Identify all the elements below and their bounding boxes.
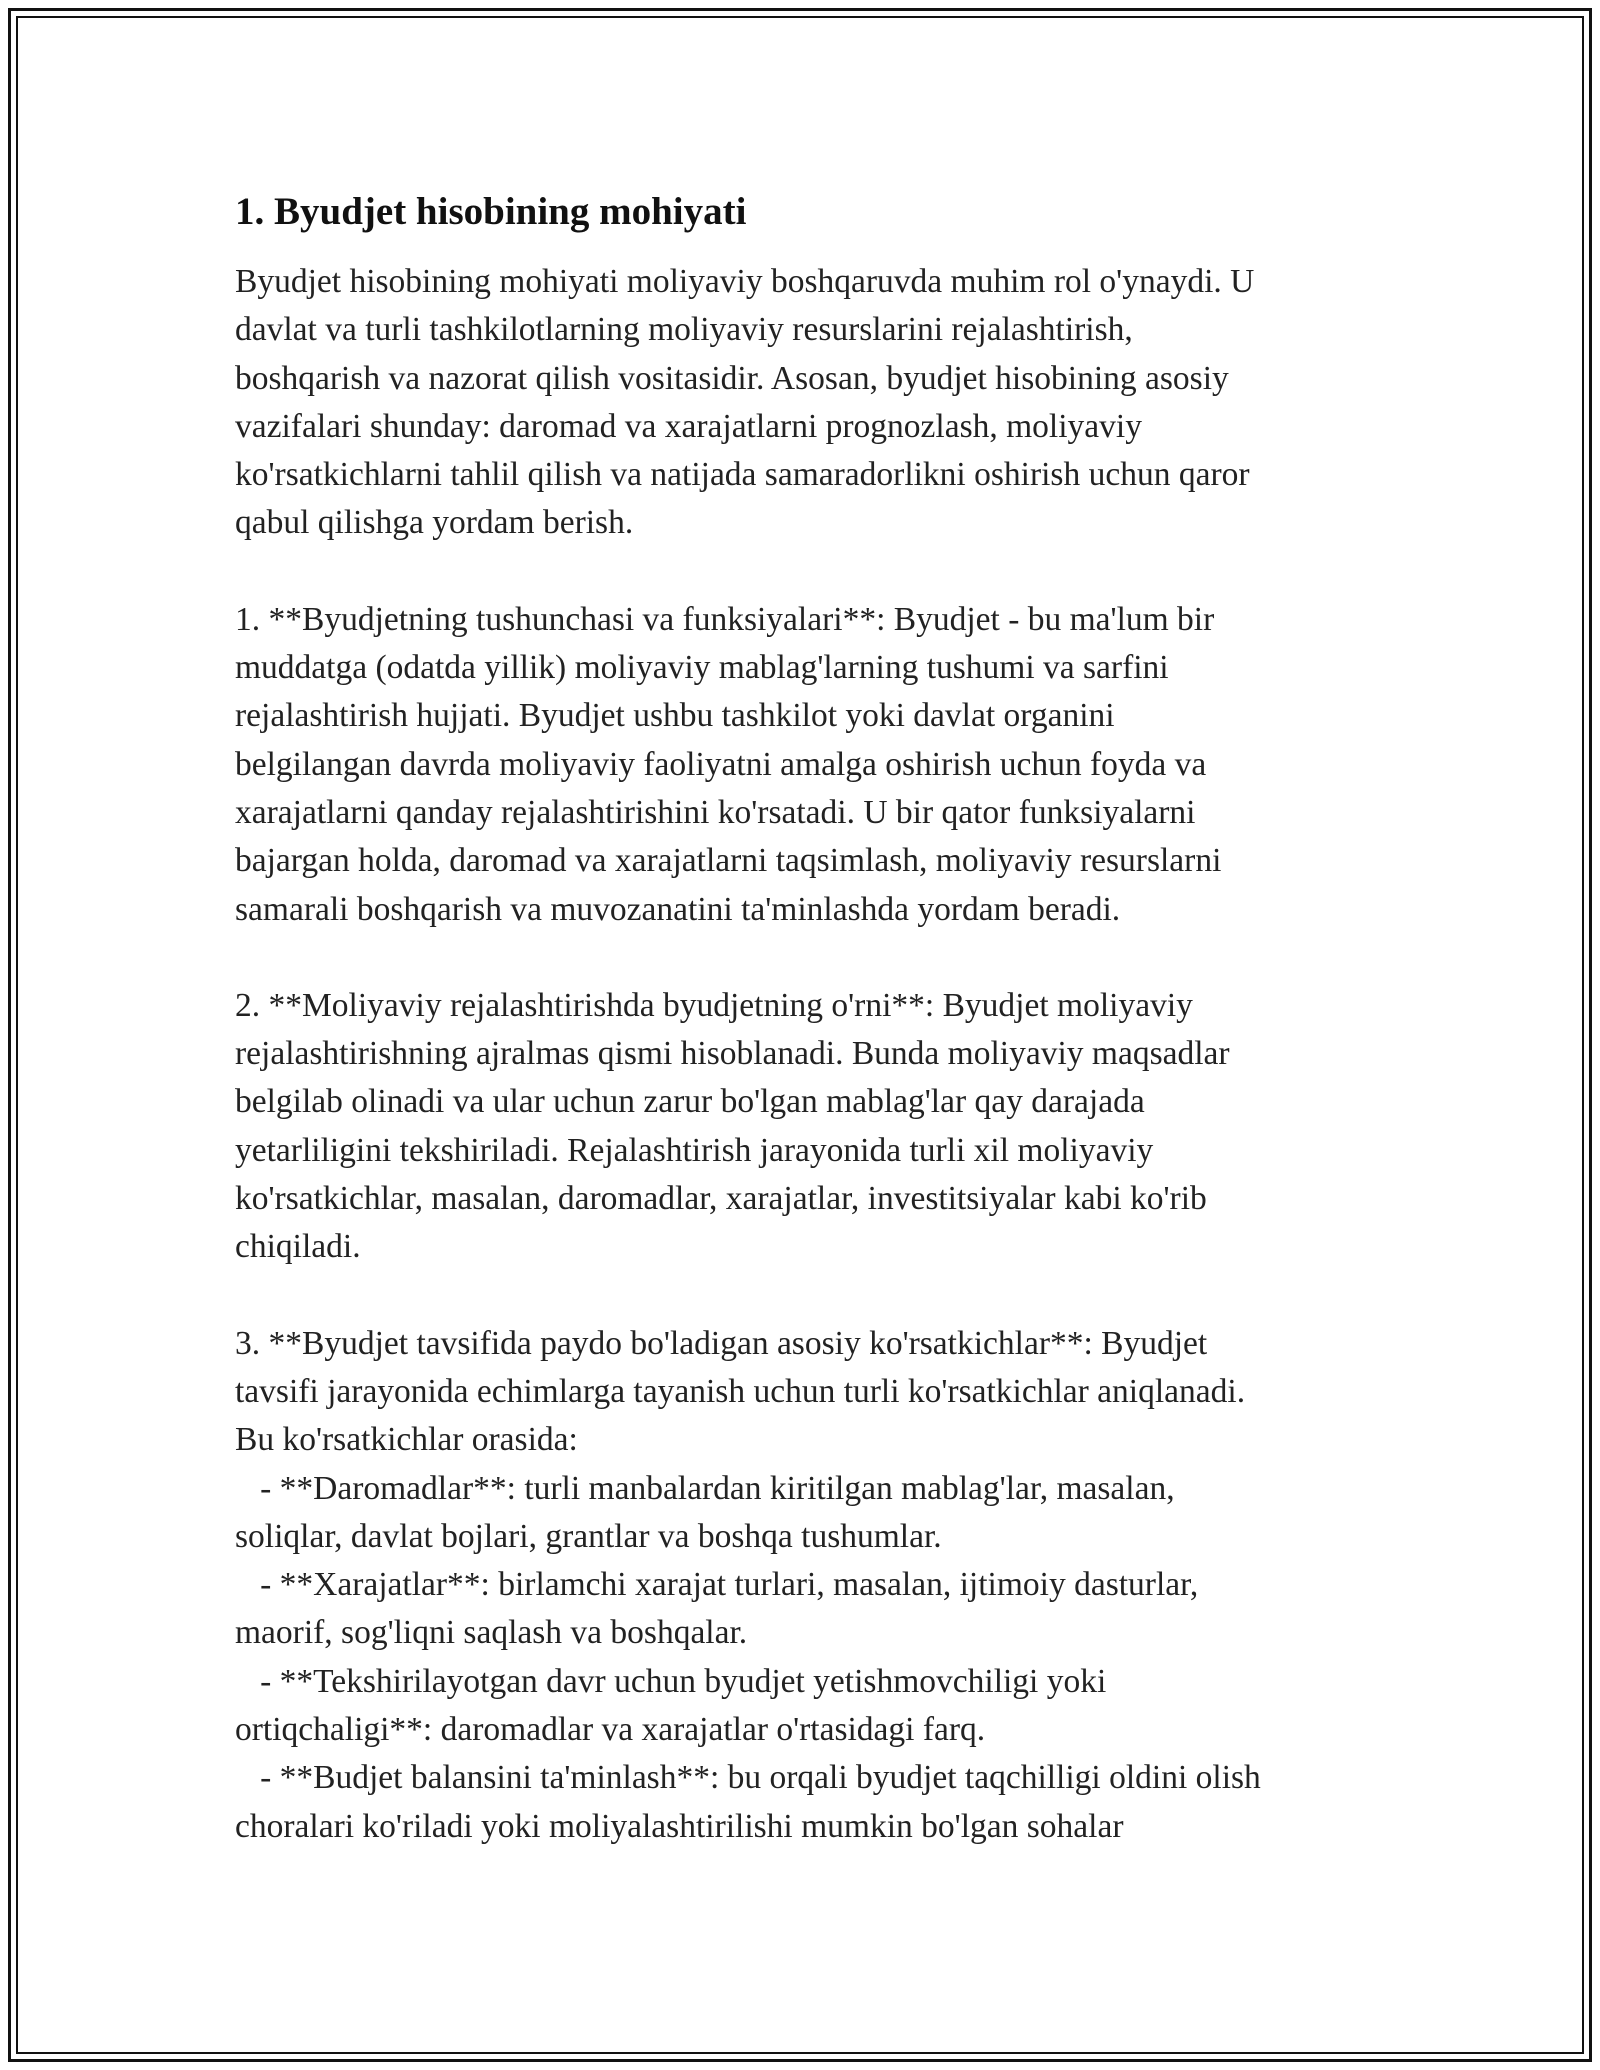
text-line: 2. **Moliyaviy rejalashtirishda byudjetning o'rni**: Byudjet moliyaviy xyxy=(235,986,1193,1024)
paragraph xyxy=(235,258,1375,548)
text-line: vazifalari shunday: daromad va xarajatlarni prognozlash, moliyaviy xyxy=(235,407,1142,445)
text-line: chiqiladi. xyxy=(235,1228,361,1266)
section-heading: 1. Byudjet hisobining mohiyati xyxy=(235,190,747,233)
document-body xyxy=(235,182,1375,1899)
text-line: rejalashtirish hujjati. Byudjet ushbu tashkilot yoki davlat organini xyxy=(235,697,1115,735)
text-line: 3. **Byudjet tavsifida paydo bo'ladigan asosiy ko'rsatkichlar**: Byudjet xyxy=(235,1324,1208,1362)
text-line: bajargan holda, daromad va xarajatlarni taqsimlash, moliyaviy resurslarni xyxy=(235,842,1222,880)
text-line: xarajatlarni qanday rejalashtirishini ko'rsatadi. U bir qator funksiyalarni xyxy=(235,793,1196,831)
text-line: ko'rsatkichlarni tahlil qilish va natijada samaradorlikni oshirish uchun qaror xyxy=(235,456,1250,494)
paragraph xyxy=(235,982,1375,1272)
text-line: - **Xarajatlar**: birlamchi xarajat turlari, masalan, ijtimoiy dasturlar, xyxy=(235,1566,1199,1604)
text-line: samarali boshqarish va muvozanatini ta'minlashda yordam beradi. xyxy=(235,890,1121,928)
text-line: - **Tekshirilayotgan davr uchun byudjet yetishmovchiligi yoki xyxy=(235,1662,1107,1700)
text-line: soliqlar, davlat bojlari, grantlar va boshqa tushumlar. xyxy=(235,1517,942,1555)
text-line: Byudjet hisobining mohiyati moliyaviy boshqaruvda muhim rol o'ynaydi. U xyxy=(235,263,1255,300)
text-line: qabul qilishga yordam berish. xyxy=(235,504,634,542)
text-line: ko'rsatkichlar, masalan, daromadlar, xarajatlar, investitsiyalar kabi ko'rib xyxy=(235,1180,1207,1218)
text-line: choralari ko'riladi yoki moliyalashtirilishi mumkin bo'lgan sohalar xyxy=(235,1807,1124,1845)
text-line: 1. **Byudjetning tushunchasi va funksiyalari**: Byudjet - bu ma'lum bir xyxy=(235,600,1215,638)
text-line: belgilab olinadi va ular uchun zarur bo'lgan mablag'lar qay darajada xyxy=(235,1083,1145,1121)
text-line: davlat va turli tashkilotlarning moliyaviy resurslarini rejalashtirish, xyxy=(235,311,1133,349)
text-line: - **Daromadlar**: turli manbalardan kiritilgan mablag'lar, masalan, xyxy=(235,1469,1175,1507)
paragraph xyxy=(235,596,1375,934)
text-line: belgilangan davrda moliyaviy faoliyatni amalga oshirish uchun foyda va xyxy=(235,745,1207,783)
text-line: rejalashtirishning ajralmas qismi hisoblanadi. Bunda moliyaviy maqsadlar xyxy=(235,1035,1230,1073)
text-line: ortiqchaligi**: daromadlar va xarajatlar o'rtasidagi farq. xyxy=(235,1711,986,1749)
text-line: muddatga (odatda yillik) moliyaviy mablag'larning tushumi va sarfini xyxy=(235,649,1169,687)
paragraph xyxy=(235,1320,1375,1851)
text-line: boshqarish va nazorat qilish vositasidir. Asosan, byudjet hisobining asosiy xyxy=(235,359,1229,397)
text-line: - **Budjet balansini ta'minlash**: bu orqali byudjet taqchilligi oldini olish xyxy=(235,1759,1261,1797)
text-line: tavsifi jarayonida echimlarga tayanish uchun turli ko'rsatkichlar aniqlanadi. xyxy=(235,1372,1246,1410)
text-line: maorif, sog'liqni saqlash va boshqalar. xyxy=(235,1614,748,1652)
text-line: yetarliligini tekshiriladi. Rejalashtirish jarayonida turli xil moliyaviy xyxy=(235,1131,1154,1169)
paragraph-list xyxy=(235,258,1375,1851)
text-line: Bu ko'rsatkichlar orasida: xyxy=(235,1421,578,1459)
